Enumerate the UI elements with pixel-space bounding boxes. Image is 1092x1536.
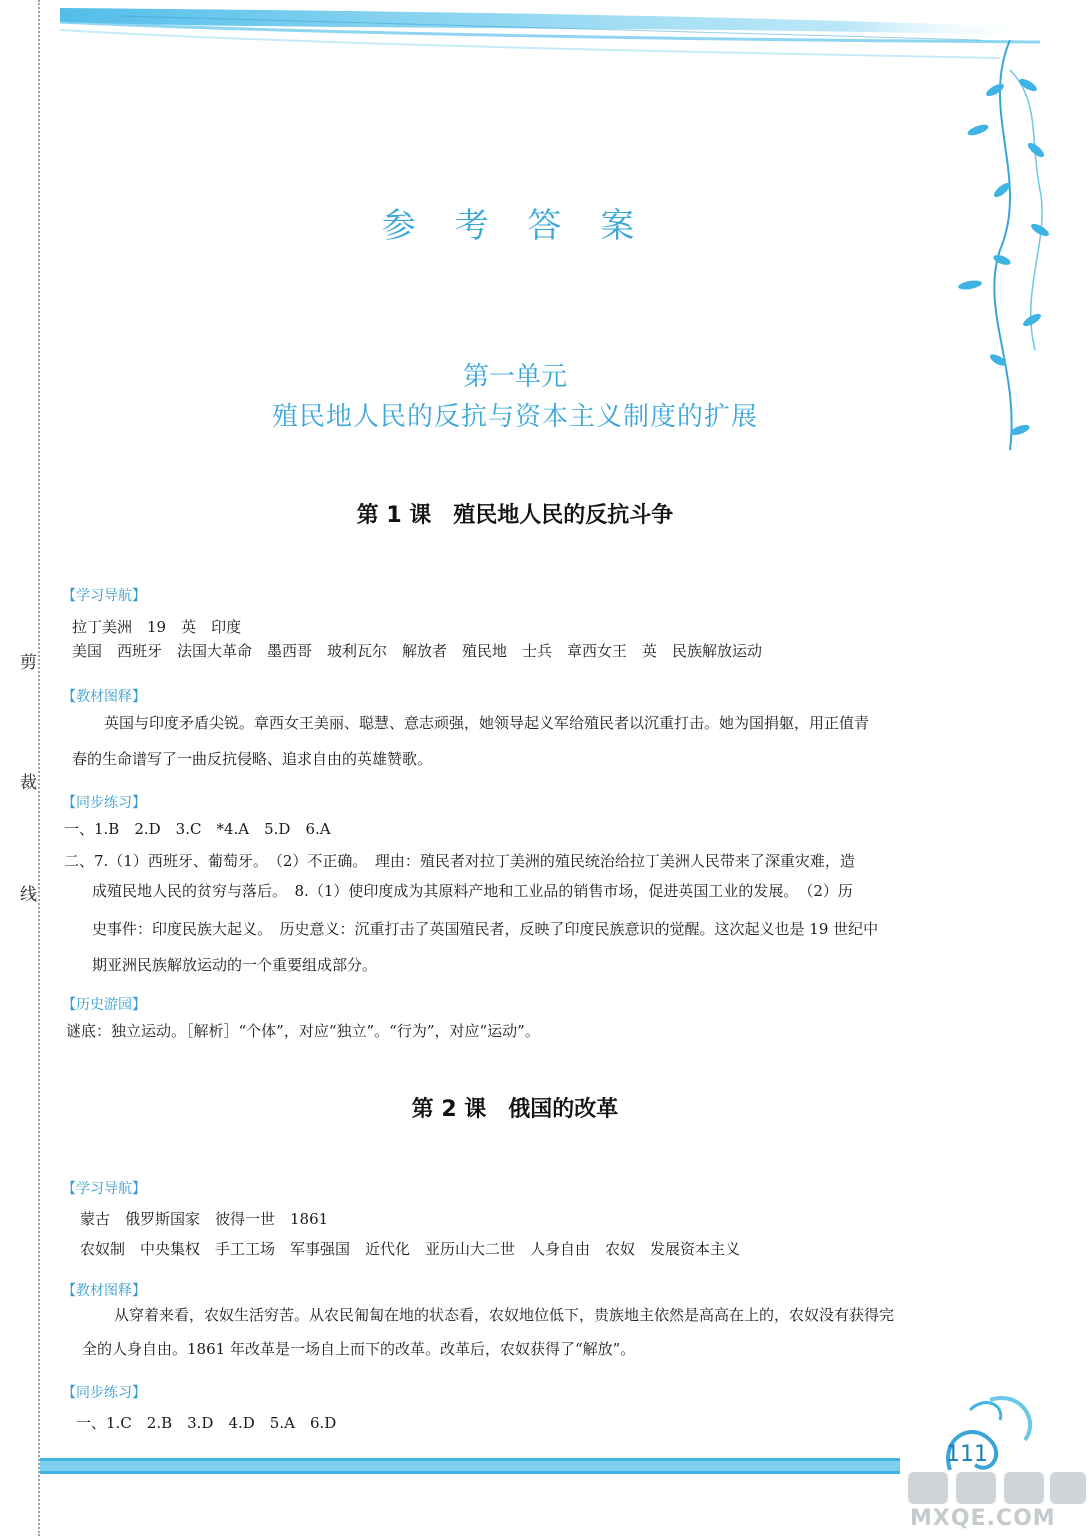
page-title: 参 考 答 案 xyxy=(381,206,649,246)
game-answer: 谜底：独立运动。［解析］“个体”，对应“独立”。“行为”，对应“运动”。 xyxy=(66,1022,540,1040)
section-tag-figure: 【教材图释】 xyxy=(62,1283,146,1299)
section-tag-guide: 【学习导航】 xyxy=(62,1181,146,1197)
page-number: 111 xyxy=(946,1442,988,1467)
practice-answer: 史事件：印度民族大起义。 历史意义：沉重打击了英国殖民者，反映了印度民族意识的觉醒。这次起义也是 19 世纪中 xyxy=(92,920,879,938)
figure-text: 全的人身自由。1861 年改革是一场自上而下的改革。改革后，农奴获得了“解放”。 xyxy=(82,1340,636,1358)
section-tag-figure: 【教材图释】 xyxy=(62,689,146,705)
lesson-2-title: 第 2 课 俄国的改革 xyxy=(411,1097,619,1122)
unit-subtitle: 殖民地人民的反抗与资本主义制度的扩展 xyxy=(271,402,758,432)
unit-name: 第一单元 xyxy=(462,362,567,392)
top-decor-band xyxy=(0,0,1092,80)
figure-text: 英国与印度矛盾尖锐。章西女王美丽、聪慧、意志顽强，她领导起义军给殖民者以沉重打击。她为国捐躯，用正值青 xyxy=(104,714,870,732)
practice-answer: 成殖民地人民的贫穷与落后。 8.（1）使印度成为其原料产地和工业品的销售市场，促进英国工业的发展。 （2）历 xyxy=(92,882,853,900)
section-tag-practice: 【同步练习】 xyxy=(62,795,146,811)
cut-label-char-3: 线 xyxy=(20,885,37,905)
watermark-logo-icon xyxy=(900,1468,1090,1508)
lesson-1-title: 第 1 课 殖民地人民的反抗斗争 xyxy=(356,503,674,528)
guide-line: 美国 西班牙 法国大革命 墨西哥 玻利瓦尔 解放者 殖民地 士兵 章西女王 英 民族解放运动 xyxy=(72,642,763,660)
figure-text: 从穿着来看，农奴生活穷苦。从农民匍匐在地的状态看，农奴地位低下，贵族地主依然是高高在上的，农奴没有获得完 xyxy=(114,1306,895,1324)
watermark-text: MXQE.COM xyxy=(910,1506,1056,1531)
watermark xyxy=(900,1468,1090,1534)
practice-answer: 二、7.（1）西班牙、葡萄牙。 （2）不正确。 理由：殖民者对拉丁美洲的殖民统治给拉丁美洲人民带来了深重灾难，造 xyxy=(64,852,855,870)
guide-line: 蒙古 俄罗斯国家 彼得一世 1861 xyxy=(80,1210,329,1228)
guide-line: 农奴制 中央集权 手工工场 军事强国 近代化 亚历山大二世 人身自由 农奴 发展资本主义 xyxy=(80,1240,741,1258)
section-tag-game: 【历史游园】 xyxy=(62,997,146,1013)
guide-line: 拉丁美洲 19 英 印度 xyxy=(72,618,242,636)
figure-text: 春的生命谱写了一曲反抗侵略、追求自由的英雄赞歌。 xyxy=(72,750,433,768)
practice-answer: 期亚洲民族解放运动的一个重要组成部分。 xyxy=(92,956,378,974)
section-tag-guide: 【学习导航】 xyxy=(62,588,146,604)
practice-answer: 一、1.C 2.B 3.D 4.D 5.A 6.D xyxy=(76,1414,337,1432)
cut-label-char-1: 剪 xyxy=(20,653,37,673)
cut-label-char-2: 裁 xyxy=(20,773,37,793)
section-tag-practice: 【同步练习】 xyxy=(62,1385,146,1401)
practice-answer: 一、1.B 2.D 3.C *4.A 5.D 6.A xyxy=(64,820,331,838)
